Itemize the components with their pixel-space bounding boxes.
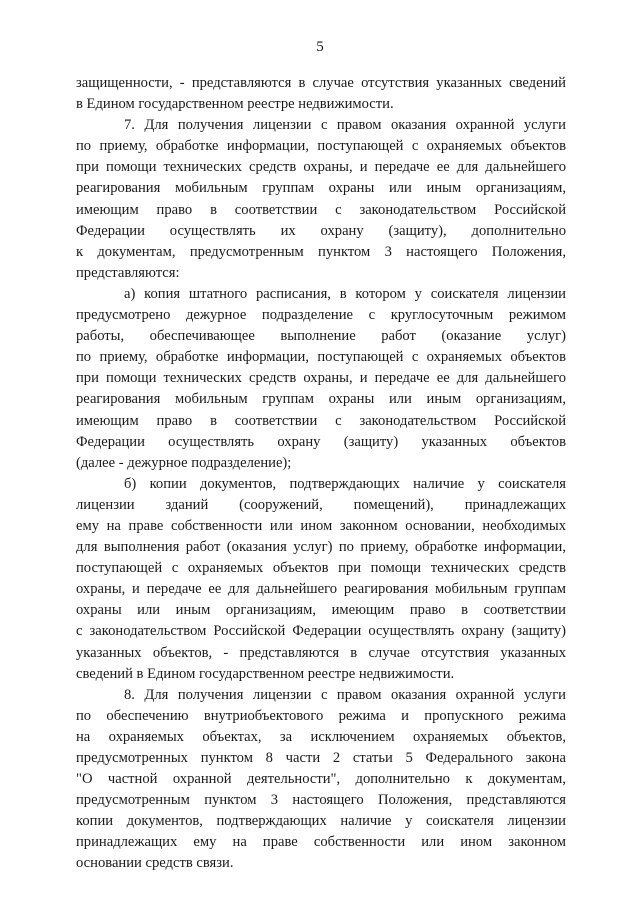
text-line: охраны, и передаче ее для дальнейшего реагирования мобильным группам	[76, 581, 566, 598]
text-line: предусмотренным пунктом 3 настоящего Положения, представляются	[76, 792, 566, 809]
text-line: 8. Для получения лицензии с правом оказания охранной услуги	[124, 686, 566, 703]
text-line: копии документов, подтверждающих наличие у соискателя лицензии	[76, 813, 566, 830]
text-line: имеющим право в соответствии с законодательством Российской	[76, 412, 566, 429]
text-line: (далее - дежурное подразделение);	[76, 454, 292, 471]
text-line: реагирования мобильным группам охраны или иным организациям,	[76, 391, 566, 408]
text-line: лицензии зданий (сооружений, помещений), принадлежащих	[76, 496, 566, 513]
text-line: к документам, предусмотренным пунктом 3 настоящего Положения,	[76, 243, 566, 260]
text-line: принадлежащих ему на праве собственности или ином законном	[76, 834, 566, 851]
text-line: "О частной охранной деятельности", дополнительно к документам,	[76, 771, 566, 788]
text-line: а) копия штатного расписания, в котором у соискателя лицензии	[124, 285, 566, 302]
text-line: поступающей с охраняемых объектов при помощи технических средств	[76, 560, 566, 577]
text-line: по обеспечению внутриобъектового режима и пропускного режима	[76, 707, 566, 724]
text-line: при помощи технических средств охраны, и передаче ее для дальнейшего	[76, 370, 566, 387]
text-line: реагирования мобильным группам охраны или иным организациям,	[76, 180, 566, 197]
text-line: Федерации осуществлять охрану (защиту) указанных объектов	[76, 433, 566, 450]
paragraph-subclause-b	[76, 474, 566, 685]
text-line: предусмотрено дежурное подразделение с круглосуточным режимом	[76, 307, 566, 324]
text-line: 7. Для получения лицензии с правом оказания охранной услуги	[124, 117, 566, 134]
text-line: б) копии документов, подтверждающих наличие у соискателя	[124, 475, 566, 492]
text-line: для выполнения работ (оказания услуг) по приему, обработке информации,	[76, 539, 566, 556]
text-line: по приему, обработке информации, поступающей с охраняемых объектов	[76, 138, 566, 155]
text-line: с законодательством Российской Федерации осуществлять охрану (защиту)	[76, 623, 566, 640]
text-line: сведений в Едином государственном реестре недвижимости.	[76, 665, 455, 682]
document-body	[76, 73, 566, 875]
text-line: в Едином государственном реестре недвижимости.	[76, 96, 394, 113]
text-line: при помощи технических средств охраны, и передаче ее для дальнейшего	[76, 159, 566, 176]
text-line: на охраняемых объектах, за исключением охраняемых объектов,	[76, 728, 566, 745]
text-line: имеющим право в соответствии с законодательством Российской	[76, 201, 566, 218]
text-line: предусмотренных пунктом 8 части 2 статьи 5 Федерального закона	[76, 750, 566, 766]
paragraph-clause-7	[76, 115, 566, 284]
text-line: охраны или иным организациям, имеющим право в соответствии	[76, 602, 566, 619]
paragraph-subclause-a	[76, 284, 566, 474]
text-line: защищенности, - представляются в случае отсутствия указанных сведений	[76, 75, 566, 91]
text-line: указанных объектов, - представляются в случае отсутствия указанных	[76, 644, 566, 661]
text-line: работы, обеспечивающее выполнение работ (оказание услуг)	[76, 328, 566, 345]
text-line: представляются:	[76, 264, 180, 281]
text-line: по приему, обработке информации, поступающей с охраняемых объектов	[76, 349, 566, 366]
paragraph-continuation	[76, 73, 566, 115]
page-number: 5	[316, 39, 324, 55]
text-line: ему на праве собственности или ином законном основании, необходимых	[76, 517, 566, 534]
text-line: Федерации осуществлять их охрану (защиту), дополнительно	[76, 222, 566, 239]
text-line: основании средств связи.	[76, 855, 234, 872]
paragraph-clause-8	[76, 685, 566, 875]
